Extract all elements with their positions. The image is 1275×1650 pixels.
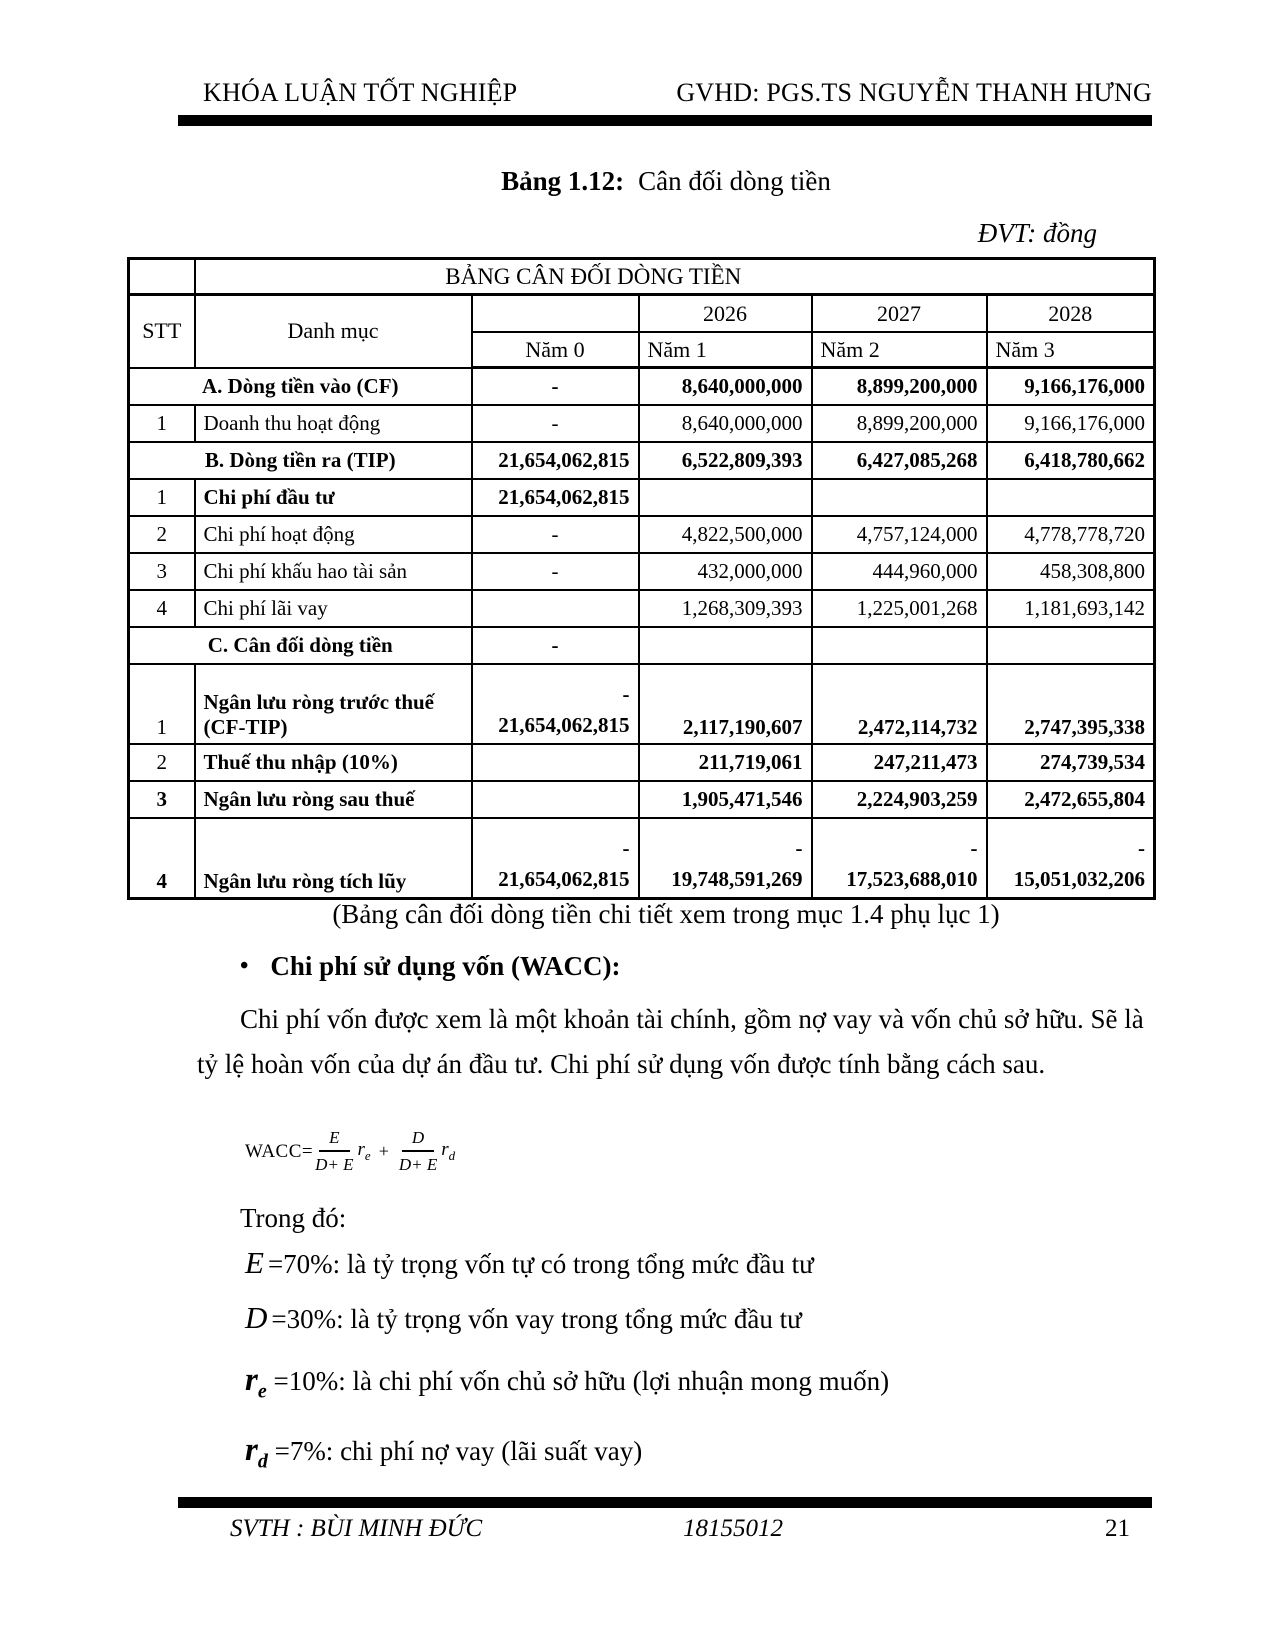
table-note: (Bảng cân đối dòng tiền chi tiết xem trong mục 1.4 phụ lục 1) xyxy=(332,899,1000,929)
definition-e: E =70%: là tỷ trọng vốn tự có trong tổng mức đầu tư xyxy=(245,1245,814,1280)
year-2028: 2028 xyxy=(987,295,1155,333)
corner-empty-cell xyxy=(129,259,195,295)
col-header-nam2: Năm 2 xyxy=(812,332,987,368)
table-row-section-b: B. Dòng tiền ra (TIP) 21,654,062,815 6,522,809,393 6,427,085,268 6,418,780,662 xyxy=(129,442,1155,479)
formula-re: $r_e$ xyxy=(357,1139,371,1163)
page-footer xyxy=(178,1515,1152,1549)
header-rule xyxy=(178,115,1152,126)
footer-rule xyxy=(178,1497,1152,1508)
col-header-category: Danh mục xyxy=(195,295,472,368)
definition-re: $r_e =10\%$: là chi phí vốn chủ sở hữu (lợi nhuận mong muốn) xyxy=(245,1362,890,1403)
wacc-paragraph: Chi phí vốn được xem là một khoản tài chính, gồm nợ vay và vốn chủ sở hữu. Sẽ là tỷ lệ hoàn vốn của dự án đầu tư. Chi phí sử dụng vốn được tính bằng cách sau. xyxy=(197,1004,1144,1080)
col-header-nam3: Năm 3 xyxy=(987,332,1155,368)
cash-flow-table xyxy=(127,257,1156,900)
table-row-net-flow-before-tax: 1 Ngân lưu ròng trước thuế (CF-TIP) - 21,654,062,815 2,117,190,607 2,472,114,732 2,747,395,338 xyxy=(129,664,1155,744)
year0-empty-cell xyxy=(472,295,639,333)
formula-plus: + xyxy=(378,1141,389,1161)
header-right-text: GVHD: PGS.TS NGUYỄN THANH HƯNG xyxy=(676,78,1152,107)
table-row-depreciation-cost: 3 Chi phí khấu hao tài sản - 432,000,000 444,960,000 458,308,800 xyxy=(129,553,1155,590)
table-row-section-a: A. Dòng tiền vào (CF) - 8,640,000,000 8,899,200,000 9,166,176,000 xyxy=(129,368,1155,406)
year-2027: 2027 xyxy=(812,295,987,333)
where-label: Trong đó: xyxy=(240,1203,347,1233)
table-row-interest-cost: 4 Chi phí lãi vay 1,268,309,393 1,225,001,268 1,181,693,142 xyxy=(129,590,1155,627)
wacc-formula xyxy=(245,1128,455,1175)
table-row-income-tax: 2 Thuế thu nhập (10%) 211,719,061 247,211,473 274,739,534 xyxy=(129,744,1155,781)
table-row-operating-cost: 2 Chi phí hoạt động - 4,822,500,000 4,757,124,000 4,778,778,720 xyxy=(129,516,1155,553)
table-row-section-c: C. Cân đối dòng tiền - xyxy=(129,627,1155,664)
formula-rd: $r_d$ xyxy=(441,1139,456,1163)
col-header-stt: STT xyxy=(129,295,195,368)
table-row-investment-cost: 1 Chi phí đầu tư 21,654,062,815 xyxy=(129,479,1155,516)
definition-d: D =30%: là tỷ trọng vốn vay trong tổng mức đầu tư xyxy=(245,1300,802,1335)
table-row-revenue: 1 Doanh thu hoạt động - 8,640,000,000 8,899,200,000 9,166,176,000 xyxy=(129,405,1155,442)
page-header xyxy=(178,78,1152,126)
footer-student-id: 18155012 xyxy=(683,1515,783,1542)
table-row-cumulative-net-flow: 4 Ngân lưu ròng tích lũy - 21,654,062,815 - 19,748,591,269 - 17,523,688,010 - 15,051,032,206 xyxy=(129,818,1155,899)
table-number-label: Bảng 1.12: xyxy=(501,166,625,196)
footer-author: SVTH : BÙI MINH ĐỨC xyxy=(230,1515,483,1542)
formula-lhs: WACC= xyxy=(245,1140,314,1162)
bullet-icon: • xyxy=(240,953,249,979)
year-2026: 2026 xyxy=(639,295,812,333)
header-left-text: KHÓA LUẬN TỐT NGHIỆP xyxy=(203,78,518,107)
table-title xyxy=(180,166,1152,197)
page-number: 21 xyxy=(1105,1515,1130,1542)
wacc-heading: • Chi phí sử dụng vốn (WACC): xyxy=(240,951,621,981)
definition-rd: $r_d =7\%$: chi phí nợ vay (lãi suất vay) xyxy=(245,1432,643,1473)
col-header-nam0: Năm 0 xyxy=(472,332,639,368)
formula-fraction-2: $\frac{D}{D+ E}$ xyxy=(398,1128,438,1174)
table-row-net-flow-after-tax: 3 Ngân lưu ròng sau thuế 1,905,471,546 2,224,903,259 2,472,655,804 xyxy=(129,781,1155,818)
table-title-text: Cân đối dòng tiền xyxy=(638,166,831,196)
formula-fraction-1: $\frac{E}{D+ E}$ xyxy=(315,1128,354,1174)
unit-note: ĐVT: đồng xyxy=(977,218,1097,248)
table-caption-cell: BẢNG CÂN ĐỐI DÒNG TIỀN xyxy=(195,259,1155,295)
col-header-nam1: Năm 1 xyxy=(639,332,812,368)
